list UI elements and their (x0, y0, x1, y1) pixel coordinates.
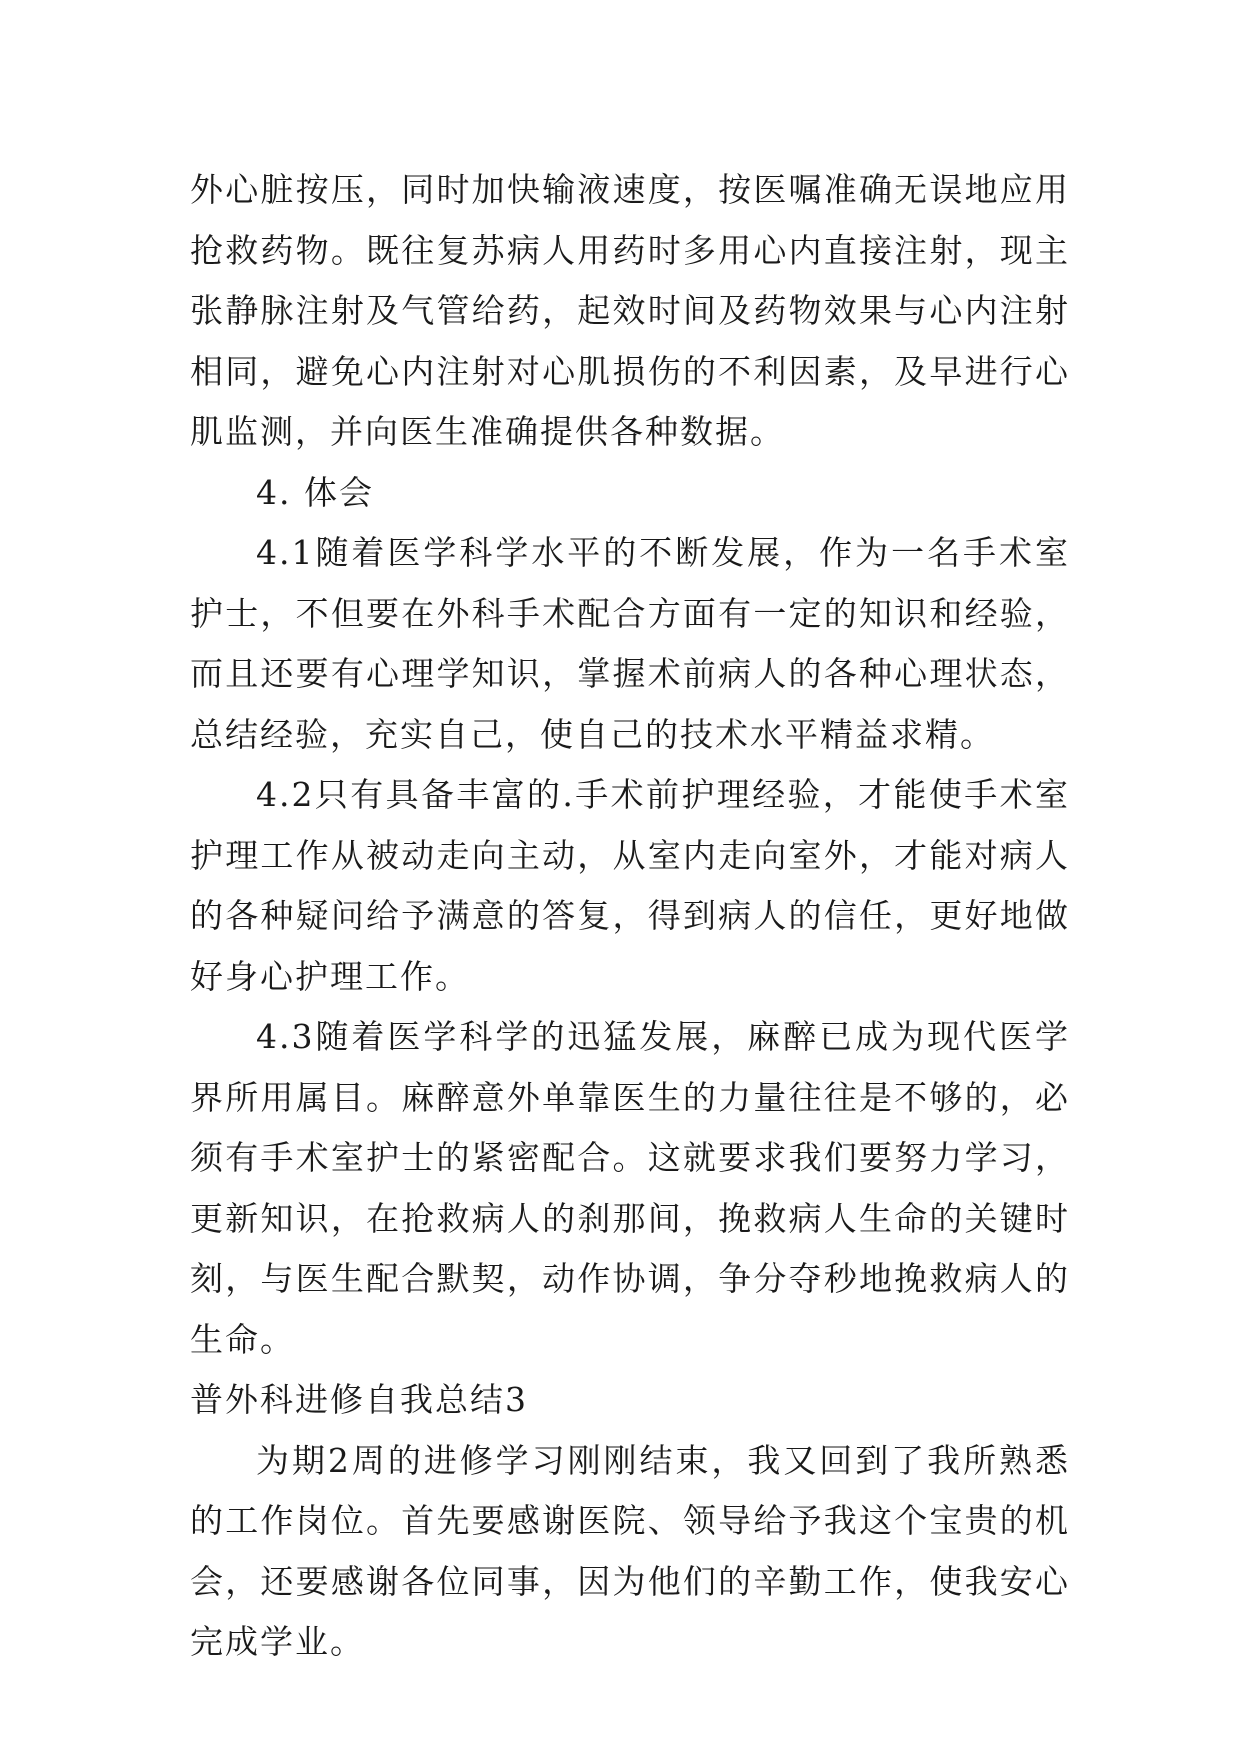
paragraph-summary-intro: 为期2周的进修学习刚刚结束，我又回到了我所熟悉的工作岗位。首先要感谢医院、领导给予我这个宝贵的机会，还要感谢各位同事，因为他们的辛勤工作，使我安心完成学业。 (190, 1440, 1070, 1661)
summary-title: 普外科进修自我总结3 (190, 1380, 528, 1419)
document-body (190, 160, 1070, 1673)
paragraph-4-1: 4.1随着医学科学水平的不断发展，作为一名手术室护士，不但要在外科手术配合方面有一定的知识和经验，而且还要有心理学知识，掌握术前病人的各种心理状态，总结经验，充实自己，使自己的技术水平精益求精。 (190, 533, 1070, 754)
paragraph-continuation: 外心脏按压，同时加快输液速度，按医嘱准确无误地应用抢救药物。既往复苏病人用药时多用心内直接注射，现主张静脉注射及气管给药，起效时间及药物效果与心内注射相同，避免心内注射对心肌损伤的不利因素，及早进行心肌监测，并向医生准确提供各种数据。 (190, 170, 1070, 451)
paragraph-4-3: 4.3随着医学科学的迅猛发展，麻醉已成为现代医学界所用属目。麻醉意外单靠医生的力量往往是不够的，必须有手术室护士的紧密配合。这就要求我们要努力学习，更新知识，在抢救病人的刹那间，挽救病人生命的关键时刻，与医生配合默契，动作协调，争分夺秒地挽救病人的生命。 (190, 1017, 1070, 1359)
section-heading-4: 4. 体会 (256, 472, 374, 512)
paragraph-4-2: 4.2只有具备丰富的.手术前护理经验，才能使手术室护理工作从被动走向主动，从室内走向室外，才能对病人的各种疑问给予满意的答复，得到病人的信任，更好地做好身心护理工作。 (190, 775, 1070, 996)
